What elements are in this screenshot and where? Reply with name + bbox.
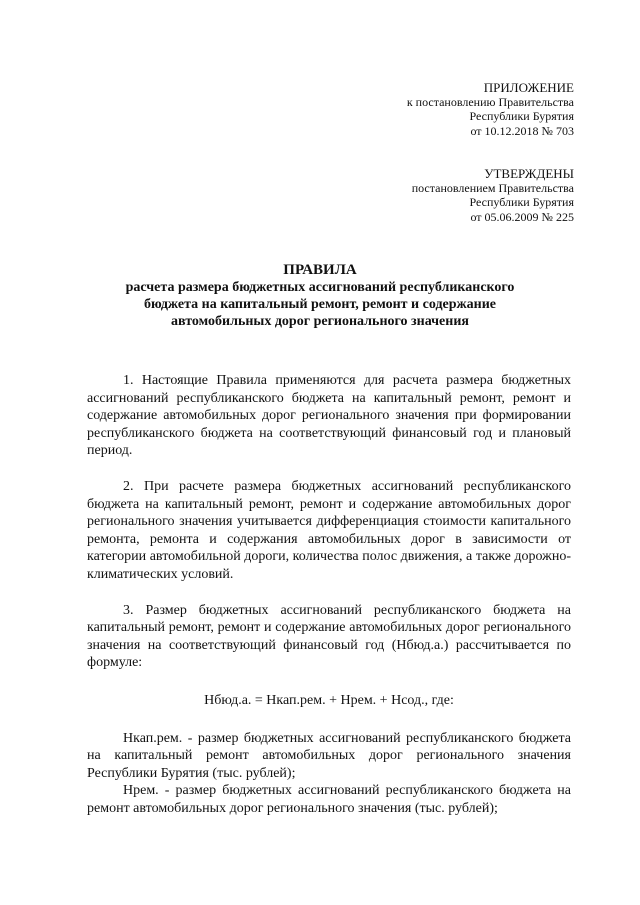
title-subtitle-line: расчета размера бюджетных ассигнований республиканского xyxy=(125,280,515,295)
formula: Нбюд.а. = Нкап.рем. + Нрем. + Нсод., где: xyxy=(204,692,454,708)
appendix-stamp xyxy=(407,80,574,138)
appendix-line: к постановлению Правительства xyxy=(406,95,574,109)
document-title xyxy=(60,262,580,330)
title-main: ПРАВИЛА xyxy=(283,262,357,278)
title-subtitle-line: бюджета на капитальный ремонт, ремонт и содержание xyxy=(143,297,497,312)
approved-stamp xyxy=(412,166,574,224)
paragraph-3: 3. Размер бюджетных ассигнований республиканского бюджета на капитальный ремонт, ремонт и содержание автомобильных дорог регионального значения на соответствующий финансовый год (Нбюд.а.) рассчитывается по формуле: xyxy=(87,602,571,671)
paragraph-1: 1. Настоящие Правила применяются для расчета размера бюджетных ассигнований республиканского бюджета на капитальный ремонт, ремонт и содержание автомобильных дорог регионального значения при формировании республиканского бюджета на соответствующий финансовый год и плановый период. xyxy=(87,373,571,459)
appendix-line: Республики Бурятия xyxy=(469,109,574,124)
appendix-line: от 10.12.2018 № 703 xyxy=(470,123,574,138)
approved-line: Республики Бурятия xyxy=(469,195,574,210)
approved-heading: УТВЕРЖДЕНЫ xyxy=(484,166,574,181)
approved-line: от 05.06.2009 № 225 xyxy=(470,209,574,224)
definition-2: Нрем. - размер бюджетных ассигнований республиканского бюджета на ремонт автомобильных дорог регионального значения (тыс. рублей); xyxy=(87,783,571,816)
appendix-heading: ПРИЛОЖЕНИЕ xyxy=(483,80,574,95)
title-subtitle-line: автомобильных дорог регионального значения xyxy=(171,314,469,329)
approved-line: постановлением Правительства xyxy=(411,181,574,195)
document-body xyxy=(87,372,571,817)
paragraph-2: 2. При расчете размера бюджетных ассигнований республиканского бюджета на капитальный ремонт, ремонт и содержание автомобильных дорог регионального значения учитывается дифференциация стоимости капитального ремонта, ремонта и содержания автомобильных дорог в зависимости от категории автомобильной дороги, количества полос движения, а также дорожно-климатических условий. xyxy=(87,478,571,582)
definition-1: Нкап.рем. - размер бюджетных ассигнований республиканского бюджета на капитальный ремонт автомобильных дорог регионального значения Республики Бурятия (тыс. рублей); xyxy=(87,730,571,781)
